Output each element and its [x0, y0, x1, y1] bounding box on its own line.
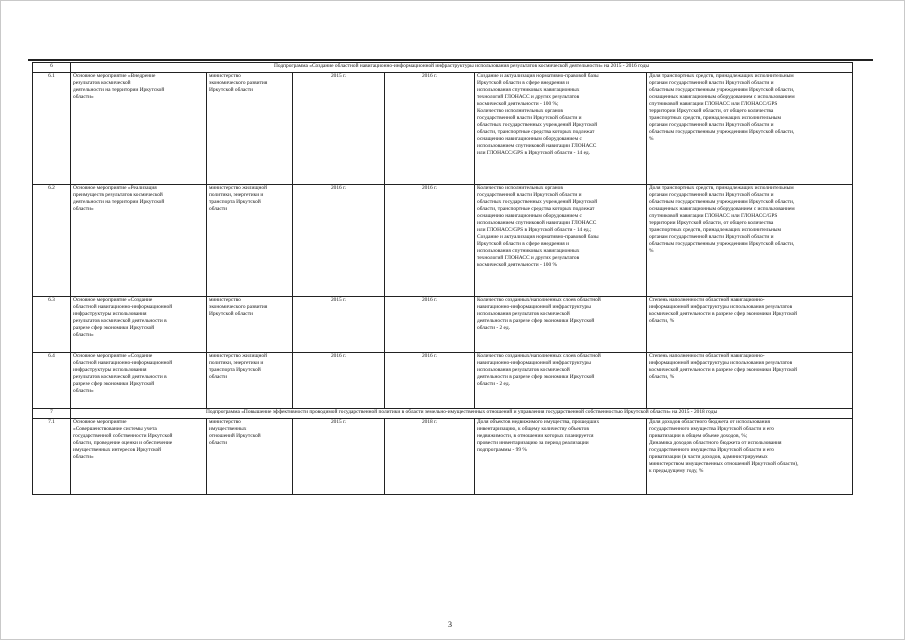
plan-table: [32, 62, 853, 495]
result-cell: Доля объектов недвижимого имущества, прошедших инвентаризацию, к общему количеству объектов недвижимости, в отношении которых планируется провести инвентаризацию за период реализации подпрограммы - 99 %: [475, 419, 647, 495]
table-row: [33, 297, 853, 353]
subprogram-row: [33, 409, 853, 419]
end-year-cell: 2016 г.: [385, 297, 475, 353]
result-cell: Количество созданных/наполненных слоев областной навигационно-информационной инфраструктуры использования результатов космической деятельности в разрезе сфер экономики Иркутской области - 2 ед.: [475, 297, 647, 353]
row-number: 6: [33, 63, 71, 73]
end-year-cell: 2018 г.: [385, 419, 475, 495]
plan-table-body: [33, 63, 853, 495]
table-row: [33, 353, 853, 409]
result-cell: Количество созданных/наполненных слоев областной навигационно-информационной инфраструктуры использования результатов космической деятельности в разрезе сфер экономики Иркутской области - 2 ед.: [475, 353, 647, 409]
row-number: 7.1: [33, 419, 71, 495]
top-rule: [28, 59, 873, 61]
row-number: 6.3: [33, 297, 71, 353]
table-row: [33, 185, 853, 297]
end-year-cell: 2016 г.: [385, 73, 475, 185]
indicator-cell: Доля доходов областного бюджета от использования государственного имущества Иркутской области и его приватизации в общем объеме доходов, %; Динамика доходов областного бюджета от использования государственного имущества Иркутской области и его приватизации (в части доходов, администрируемых министерством имущественных отношений Иркутской области), к предыдущему году, %: [647, 419, 853, 495]
start-year-cell: 2015 г.: [293, 297, 385, 353]
executor-cell: министерство экономического развития Иркутской области: [207, 297, 293, 353]
indicator-cell: Доля транспортных средств, принадлежащих исполнительным органам государственной власти Иркутской области и областным государственным учреждениям Иркутской области, оснащенных навигационным оборудованием с использованием спутниковой навигации ГЛОНАСС или ГЛОНАСС/GPS территории Иркутской области, от общего количества транспортных средств, принадлежащих исполнительным органам государственной власти Иркутской области и областным государственным учреждениям Иркутской области, %: [647, 185, 853, 297]
end-year-cell: 2016 г.: [385, 353, 475, 409]
result-cell: Создание и актуализация нормативно-правовой базы Иркутской области в сфере внедрения и использования спутниковых навигационных технологий ГЛОНАСС и других результатов космической деятельности - 100 %; Количество исполнительных органов государственной власти Иркутской области и областных государственных учреждений Иркутской области, транспортные средства которых подлежат оснащению навигационным оборудованием с использованием спутниковой навигации ГЛОНАСС или ГЛОНАСС/GPS в Иркутской области - 14 ед.: [475, 73, 647, 185]
subprogram-title: Подпрограмма «Создание областной навигационно-информационной инфраструктуры использования результатов космической деятельности» на 2015 - 2016 годы: [71, 63, 853, 73]
row-number: 6.2: [33, 185, 71, 297]
measure-cell: Основное мероприятие «Внедрение результатов космической деятельности на территории Иркутской области»: [71, 73, 207, 185]
indicator-cell: Доля транспортных средств, принадлежащих исполнительным органам государственной власти Иркутской области и областным государственным учреждениям Иркутской области, оснащенных навигационным оборудованием с использованием спутниковой навигации ГЛОНАСС или ГЛОНАСС/GPS территории Иркутской области, от общего количества транспортных средств, принадлежащих исполнительным органам государственной власти Иркутской области и областным государственным учреждениям Иркутской области, %: [647, 73, 853, 185]
table-row: [33, 419, 853, 495]
executor-cell: министерство жилищной политики, энергетики и транспорта Иркутской области: [207, 185, 293, 297]
subprogram-title: Подпрограмма «Повышение эффективности проводимой государственной политики в области земельно-имущественных отношений и управления государственной собственностью Иркутской области» на 2015 - 2018 годы: [71, 409, 853, 419]
measure-cell: Основное мероприятие «Создание областной навигационно-информационной инфраструктуры использования результатов космической деятельности в разрезе сфер экономики Иркутской области»: [71, 353, 207, 409]
row-number: 6.4: [33, 353, 71, 409]
executor-cell: министерство экономического развития Иркутской области: [207, 73, 293, 185]
result-cell: Количество исполнительных органов государственной власти Иркутской области и областных государственных учреждений Иркутской области, транспортные средства которых подлежат оснащению навигационным оборудованием с использованием спутниковой навигации ГЛОНАСС или ГЛОНАСС/GPS в Иркутской области - 14 ед.; Создание и актуализация нормативно-правовой базы Иркутской области в сфере внедрения и использования спутниковых навигационных технологий ГЛОНАСС и других результатов космической деятельности - 100 %: [475, 185, 647, 297]
row-number: 6.1: [33, 73, 71, 185]
page-number: 3: [448, 620, 452, 629]
start-year-cell: 2015 г.: [293, 419, 385, 495]
row-number: 7: [33, 409, 71, 419]
end-year-cell: 2016 г.: [385, 185, 475, 297]
indicator-cell: Степень наполненности областной навигационно- информационной инфраструктуры использования результатов космической деятельности в разрезе сфер экономики Иркутской области, %: [647, 297, 853, 353]
executor-cell: министерство жилищной политики, энергетики и транспорта Иркутской области: [207, 353, 293, 409]
table-row: [33, 73, 853, 185]
measure-cell: Основное мероприятие «Создание областной навигационно-информационной инфраструктуры использования результатов космической деятельности в разрезе сфер экономики Иркутской области»: [71, 297, 207, 353]
subprogram-row: [33, 63, 853, 73]
start-year-cell: 2015 г.: [293, 73, 385, 185]
start-year-cell: 2016 г.: [293, 353, 385, 409]
start-year-cell: 2016 г.: [293, 185, 385, 297]
executor-cell: министерство имущественных отношений Иркутской области: [207, 419, 293, 495]
measure-cell: Основное мероприятие «Совершенствование системы учета государственной собственности Иркутской области, проведение оценки и обеспечение имущественных интересов Иркутской области»: [71, 419, 207, 495]
measure-cell: Основное мероприятие «Реализация преимуществ результатов космической деятельности на территории Иркутской области»: [71, 185, 207, 297]
indicator-cell: Степень наполненности областной навигационно- информационной инфраструктуры использования результатов космической деятельности в разрезе сфер экономики Иркутской области, %: [647, 353, 853, 409]
